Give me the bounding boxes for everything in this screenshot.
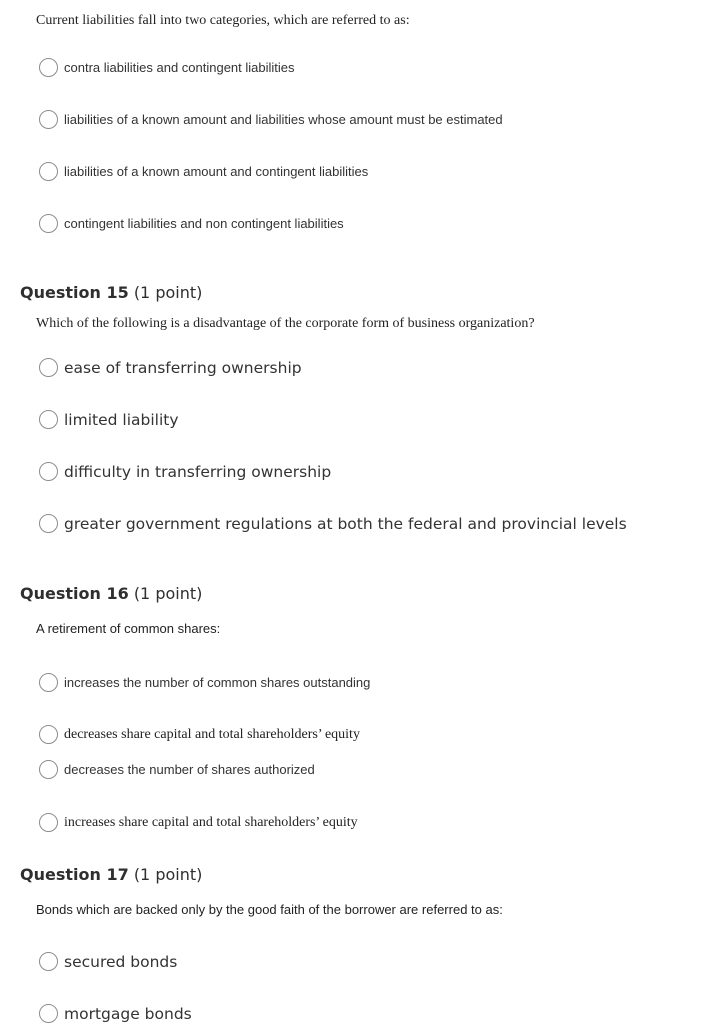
radio-button[interactable]: [39, 514, 58, 533]
question-points: (1 point): [133, 283, 203, 302]
option-label: decreases share capital and total shareholders’ equity: [64, 726, 360, 742]
q17-option-2[interactable]: [39, 1004, 192, 1023]
radio-button[interactable]: [39, 410, 58, 429]
q14-option-3[interactable]: [39, 162, 368, 181]
q17-option-1[interactable]: [39, 952, 177, 971]
option-label: increases share capital and total shareholders’ equity: [64, 814, 358, 830]
q15-option-2[interactable]: [39, 410, 179, 429]
option-label: contingent liabilities and non contingent liabilities: [64, 216, 344, 231]
q14-option-2[interactable]: [39, 110, 503, 129]
radio-button[interactable]: [39, 58, 58, 77]
q15-heading: [20, 283, 202, 302]
q16-option-1[interactable]: [39, 673, 370, 692]
radio-button[interactable]: [39, 214, 58, 233]
q17-heading: [20, 865, 202, 884]
q17-prompt: Bonds which are backed only by the good faith of the borrower are referred to as:: [36, 902, 503, 917]
q15-option-3[interactable]: [39, 462, 331, 481]
q15-option-1[interactable]: [39, 358, 302, 377]
q16-option-3[interactable]: [39, 760, 315, 779]
question-number: Question 17: [20, 865, 129, 884]
q16-heading: [20, 584, 202, 603]
question-number: Question 15: [20, 283, 129, 302]
q14-option-4[interactable]: [39, 214, 344, 233]
radio-button[interactable]: [39, 110, 58, 129]
radio-button[interactable]: [39, 813, 58, 832]
option-label: ease of transferring ownership: [64, 358, 302, 377]
radio-button[interactable]: [39, 1004, 58, 1023]
option-label: greater government regulations at both the federal and provincial levels: [64, 514, 627, 533]
q14-option-1[interactable]: [39, 58, 295, 77]
radio-button[interactable]: [39, 760, 58, 779]
option-label: contra liabilities and contingent liabilities: [64, 60, 295, 75]
question-points: (1 point): [133, 584, 203, 603]
q15-prompt: Which of the following is a disadvantage of the corporate form of business organization?: [36, 316, 535, 331]
option-label: increases the number of common shares outstanding: [64, 675, 371, 690]
q14-prompt: Current liabilities fall into two categories, which are referred to as:: [36, 13, 410, 28]
q16-prompt: A retirement of common shares:: [36, 621, 221, 636]
question-number: Question 16: [20, 584, 129, 603]
q15-option-4[interactable]: [39, 514, 627, 533]
radio-button[interactable]: [39, 673, 58, 692]
radio-button[interactable]: [39, 162, 58, 181]
radio-button[interactable]: [39, 952, 58, 971]
option-label: secured bonds: [64, 952, 178, 971]
option-label: mortgage bonds: [64, 1004, 192, 1023]
option-label: liabilities of a known amount and contingent liabilities: [64, 164, 369, 179]
radio-button[interactable]: [39, 358, 58, 377]
option-label: liabilities of a known amount and liabilities whose amount must be estimated: [64, 112, 503, 127]
radio-button[interactable]: [39, 462, 58, 481]
q16-option-2[interactable]: [39, 725, 360, 744]
option-label: decreases the number of shares authorized: [64, 762, 315, 777]
option-label: difficulty in transferring ownership: [64, 462, 332, 481]
q16-option-4[interactable]: [39, 813, 358, 832]
question-points: (1 point): [133, 865, 203, 884]
radio-button[interactable]: [39, 725, 58, 744]
option-label: limited liability: [64, 410, 179, 429]
